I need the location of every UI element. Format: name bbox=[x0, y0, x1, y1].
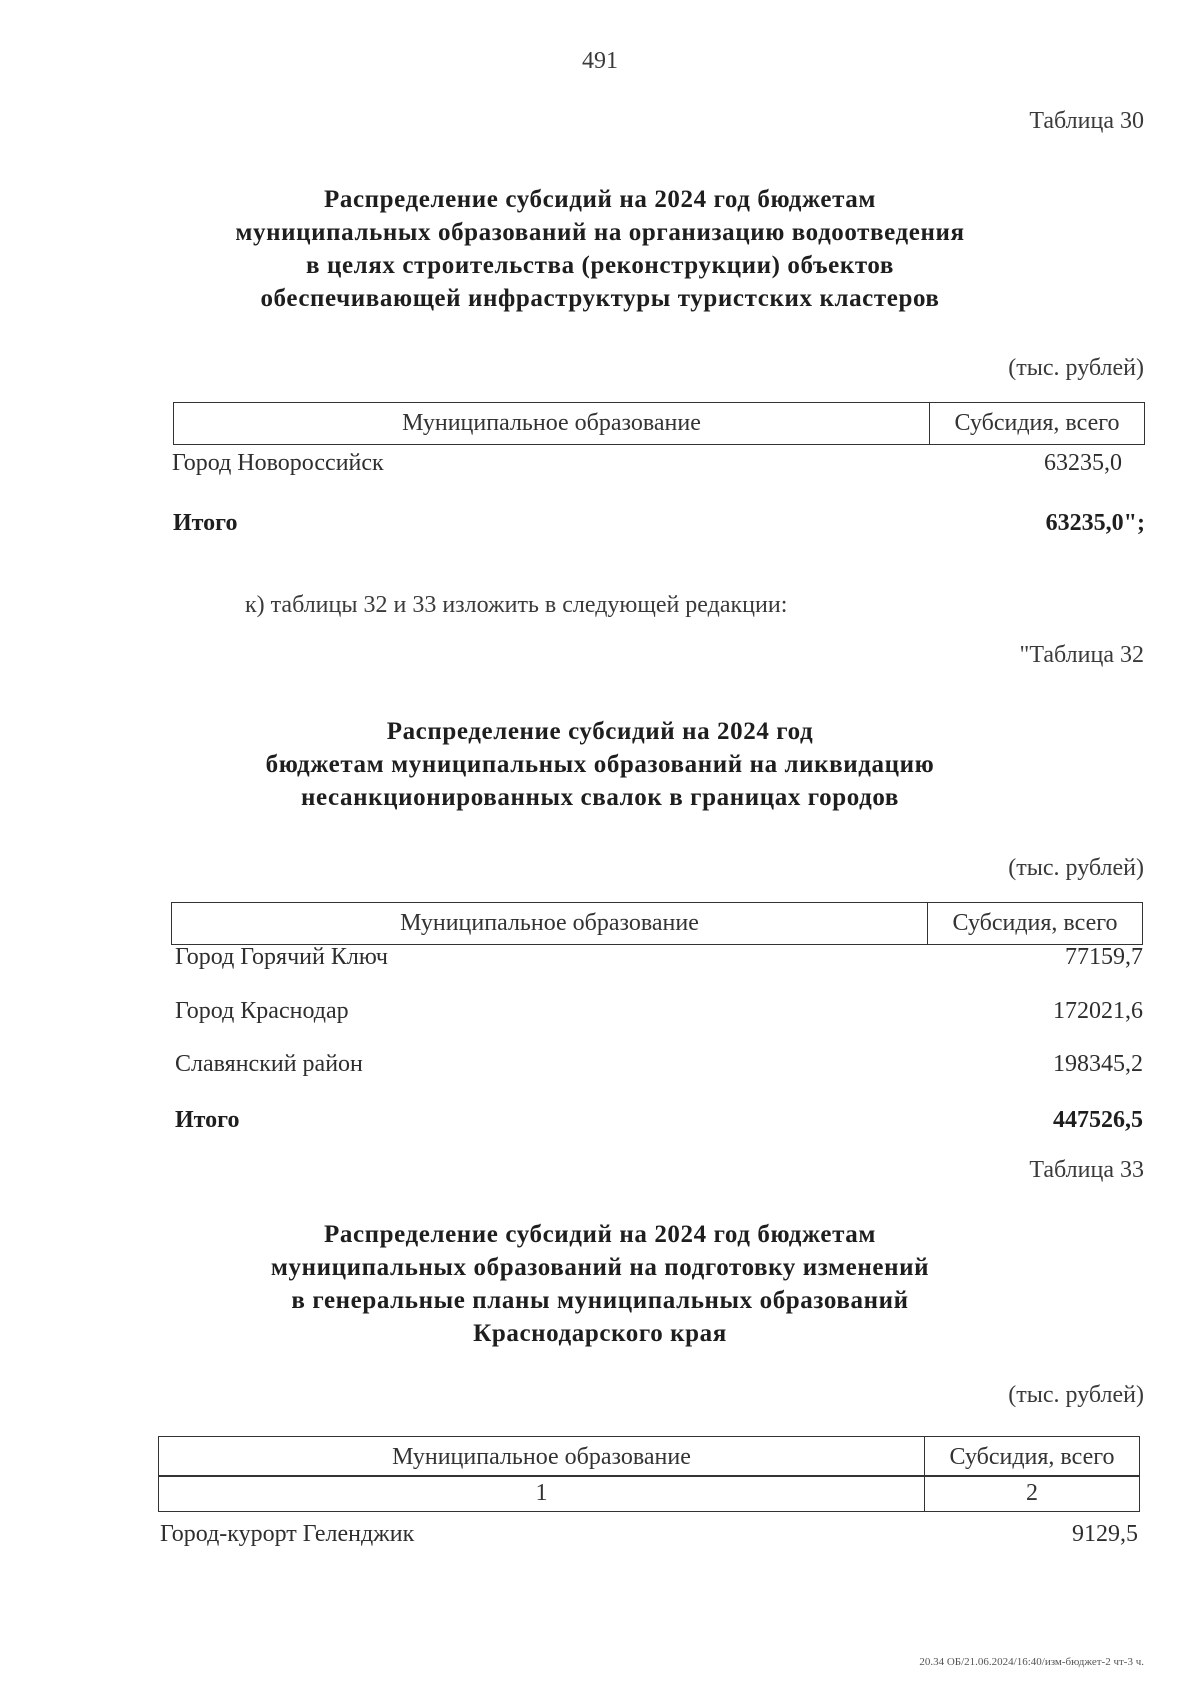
row-name: Город Краснодар bbox=[175, 998, 349, 1024]
row-value: 172021,6 bbox=[1053, 998, 1143, 1024]
column-header-subsidy: Субсидия, всего bbox=[952, 910, 1118, 936]
table-32-title bbox=[150, 715, 1050, 814]
table-32-units: (тыс. рублей) bbox=[1008, 855, 1144, 881]
table-row bbox=[160, 1521, 1138, 1548]
footer-reference: 20.34 ОБ/21.06.2024/16:40/изм-бюджет-2 чт-3 ч. bbox=[919, 1656, 1144, 1668]
table-32-header bbox=[171, 902, 1143, 945]
table-32-label: "Таблица 32 bbox=[1019, 642, 1144, 668]
instruction-text: к) таблицы 32 и 33 изложить в следующей редакции: bbox=[245, 592, 788, 618]
table-30-label: Таблица 30 bbox=[1029, 108, 1144, 134]
row-name: Город Горячий Ключ bbox=[175, 944, 388, 970]
table-32-title-line: бюджетам муниципальных образований на ликвидацию bbox=[265, 751, 935, 778]
column-number-2: 2 bbox=[1026, 1480, 1038, 1506]
table-30-title-line: обеспечивающей инфраструктуры туристских кластеров bbox=[260, 285, 940, 312]
table-32-total bbox=[175, 1107, 1143, 1134]
table-33-label: Таблица 33 bbox=[1029, 1157, 1144, 1183]
row-name: Город-курорт Геленджик bbox=[160, 1521, 415, 1547]
table-32-title-line: Распределение субсидий на 2024 год bbox=[386, 718, 814, 745]
table-33-units: (тыс. рублей) bbox=[1008, 1382, 1144, 1408]
column-header-municipality: Муниципальное образование bbox=[172, 903, 928, 944]
column-number-1: 1 bbox=[159, 1476, 925, 1511]
table-30-header bbox=[173, 402, 1145, 445]
table-30-title-line: муниципальных образований на организацию водоотведения bbox=[235, 219, 965, 246]
table-row bbox=[175, 1051, 1143, 1078]
column-header-municipality: Муниципальное образование bbox=[159, 1437, 925, 1476]
row-value: 63235,0 bbox=[1044, 450, 1122, 476]
table-30-title-line: в целях строительства (реконструкции) объектов bbox=[306, 252, 894, 279]
column-header-subsidy: Субсидия, всего bbox=[949, 1444, 1115, 1470]
column-header-municipality: Муниципальное образование bbox=[174, 403, 930, 444]
table-33-title-line: Распределение субсидий на 2024 год бюджетам bbox=[323, 1221, 877, 1248]
column-header-subsidy: Субсидия, всего bbox=[954, 410, 1120, 436]
row-name: Славянский район bbox=[175, 1051, 363, 1077]
table-33-title-line: в генеральные планы муниципальных образований bbox=[291, 1287, 909, 1314]
table-30-title bbox=[150, 183, 1050, 315]
table-33-title-line: Краснодарского края bbox=[473, 1320, 727, 1347]
page-number: 491 bbox=[582, 48, 618, 74]
row-name: Город Новороссийск bbox=[172, 450, 384, 476]
table-33-column-numbers bbox=[158, 1475, 1140, 1512]
table-30-total bbox=[173, 510, 1145, 537]
total-label: Итого bbox=[173, 510, 238, 536]
row-value: 77159,7 bbox=[1065, 944, 1143, 970]
row-value: 198345,2 bbox=[1053, 1051, 1143, 1077]
table-30-units: (тыс. рублей) bbox=[1008, 355, 1144, 381]
table-33-title bbox=[150, 1218, 1050, 1350]
table-32-title-line: несанкционированных свалок в границах городов bbox=[301, 784, 899, 811]
table-33-title-line: муниципальных образований на подготовку изменений bbox=[270, 1254, 930, 1281]
table-row bbox=[175, 998, 1143, 1025]
table-30-title-line: Распределение субсидий на 2024 год бюджетам bbox=[323, 186, 877, 213]
total-value: 63235,0"; bbox=[1045, 510, 1145, 536]
table-33-header bbox=[158, 1436, 1140, 1477]
row-value: 9129,5 bbox=[1072, 1521, 1138, 1547]
total-label: Итого bbox=[175, 1107, 240, 1133]
total-value: 447526,5 bbox=[1053, 1107, 1143, 1133]
table-row bbox=[172, 450, 1122, 477]
table-row bbox=[175, 944, 1143, 971]
